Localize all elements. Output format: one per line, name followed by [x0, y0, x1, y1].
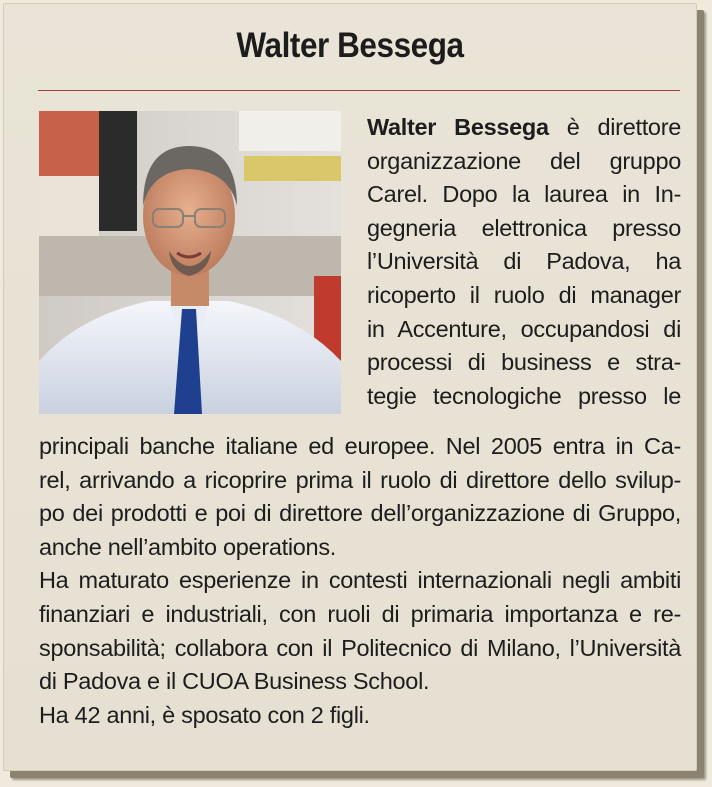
bio-line: ricoperto il ruolo di manager — [367, 281, 681, 308]
bio-line: organizzazione del gruppo — [367, 147, 681, 174]
bio-intro-column — [367, 111, 681, 413]
bio-line: Ha 42 anni, è sposato con 2 figli. — [39, 701, 370, 728]
bio-line: di Padova e il CUOA Business School. — [39, 668, 430, 695]
bio-line: principali banche italiane ed europee. Nel 2005 entra in Ca- — [39, 433, 681, 459]
person-name: Walter Bessega — [367, 114, 549, 140]
portrait-illustration — [39, 111, 341, 414]
bio-line: processi di business e stra- — [367, 349, 681, 376]
bio-line: Walter Bessega è direttore — [367, 114, 681, 140]
bio-line: tegie tecnologiche presso le — [367, 382, 681, 409]
bio-line: Ha maturato esperienze in contesti internazionali negli ambiti — [39, 567, 681, 594]
bio-line: sponsabilità; collabora con il Politecnico di Milano, l’Università — [39, 634, 681, 661]
title-divider — [38, 90, 680, 91]
bio-body — [39, 430, 681, 732]
profile-card — [3, 3, 697, 771]
bio-line: rel, arrivando a ricoprire prima il ruolo di direttore dello svilup- — [39, 466, 681, 493]
bio-line: po dei prodotti e poi di direttore dell’organizzazione di Gruppo, — [39, 500, 681, 527]
bio-line: in Accenture, occupandosi di — [367, 315, 681, 342]
bio-line: Carel. Dopo la laurea in In- — [367, 181, 681, 208]
bio-line: gegneria elettronica presso — [367, 214, 681, 241]
portrait-photo — [39, 111, 341, 414]
bio-line: l’Università di Padova, ha — [367, 248, 681, 275]
card-title: Walter Bessega — [236, 26, 464, 65]
bio-line: anche nell’ambito operations. — [39, 533, 336, 560]
bio-line: finanziari e industriali, con ruoli di primaria importanza e re- — [39, 600, 681, 627]
